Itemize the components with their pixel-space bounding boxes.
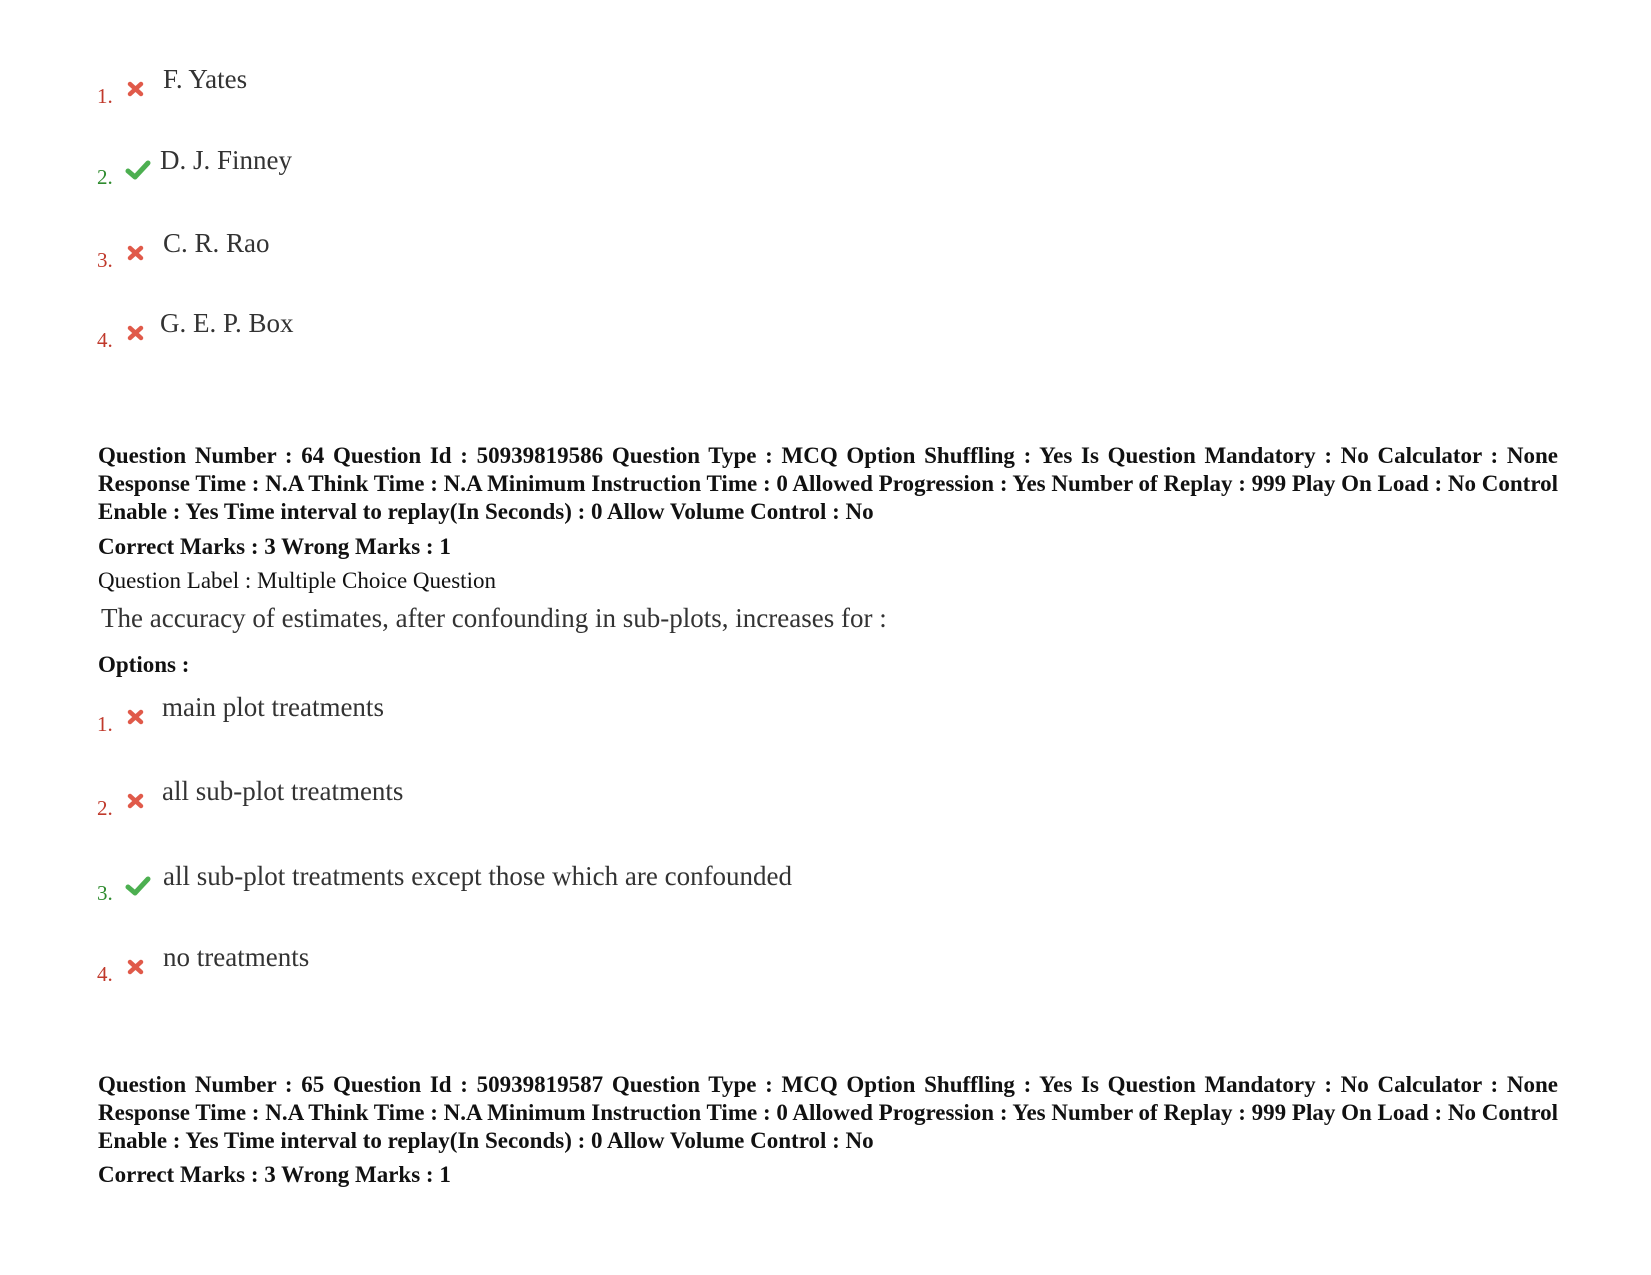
- option-text: main plot treatments: [162, 692, 384, 722]
- option-row: [97, 692, 897, 736]
- cross-icon: [125, 322, 147, 344]
- question-label: Question Label : Multiple Choice Question: [98, 568, 496, 593]
- checkmark-icon: [125, 875, 151, 897]
- option-row: [97, 942, 897, 986]
- question-meta: Question Number : 65 Question Id : 50939819587 Question Type : MCQ Option Shuffling : Yes Is Question Mandatory : No Calculator : None Response Time : N.A Think Time : N.A Minimum Instruction Time : 0 Allowed Progression : Yes Number of Replay : 999 Play On Load : No Control Enable : Yes Time interval to replay(In Seconds) : 0 Allow Volume Control : No: [98, 1072, 1558, 1153]
- cross-icon: [125, 706, 147, 728]
- cross-icon: [125, 78, 147, 100]
- question-marks: Correct Marks : 3 Wrong Marks : 1: [98, 534, 451, 559]
- question-marks: Correct Marks : 3 Wrong Marks : 1: [98, 1162, 451, 1187]
- option-row: [97, 145, 897, 189]
- question-text: The accuracy of estimates, after confounding in sub-plots, increases for :: [101, 603, 887, 633]
- option-row: [97, 861, 897, 905]
- option-number: 1.: [97, 712, 113, 736]
- option-number: 4.: [97, 962, 113, 986]
- option-number: 2.: [97, 796, 113, 820]
- question-meta: Question Number : 64 Question Id : 50939819586 Question Type : MCQ Option Shuffling : Yes Is Question Mandatory : No Calculator : None Response Time : N.A Think Time : N.A Minimum Instruction Time : 0 Allowed Progression : Yes Number of Replay : 999 Play On Load : No Control Enable : Yes Time interval to replay(In Seconds) : 0 Allow Volume Control : No: [98, 443, 1558, 524]
- option-number: 3.: [97, 248, 113, 272]
- options-heading: Options :: [98, 652, 190, 677]
- option-row: [97, 64, 897, 108]
- option-number: 2.: [97, 165, 113, 189]
- option-text: C. R. Rao: [163, 228, 270, 258]
- option-text: F. Yates: [163, 64, 248, 94]
- option-number: 4.: [97, 328, 113, 352]
- option-text: G. E. P. Box: [160, 308, 294, 338]
- option-number: 1.: [97, 84, 113, 108]
- option-text: D. J. Finney: [160, 145, 293, 175]
- option-row: [97, 776, 897, 820]
- option-number: 3.: [97, 881, 113, 905]
- checkmark-icon: [125, 159, 151, 181]
- option-text: all sub-plot treatments except those which are confounded: [163, 861, 793, 891]
- option-text: no treatments: [163, 942, 310, 972]
- option-row: [97, 228, 897, 272]
- cross-icon: [125, 956, 147, 978]
- option-row: [97, 308, 897, 352]
- cross-icon: [125, 242, 147, 264]
- cross-icon: [125, 790, 147, 812]
- option-text: all sub-plot treatments: [162, 776, 404, 806]
